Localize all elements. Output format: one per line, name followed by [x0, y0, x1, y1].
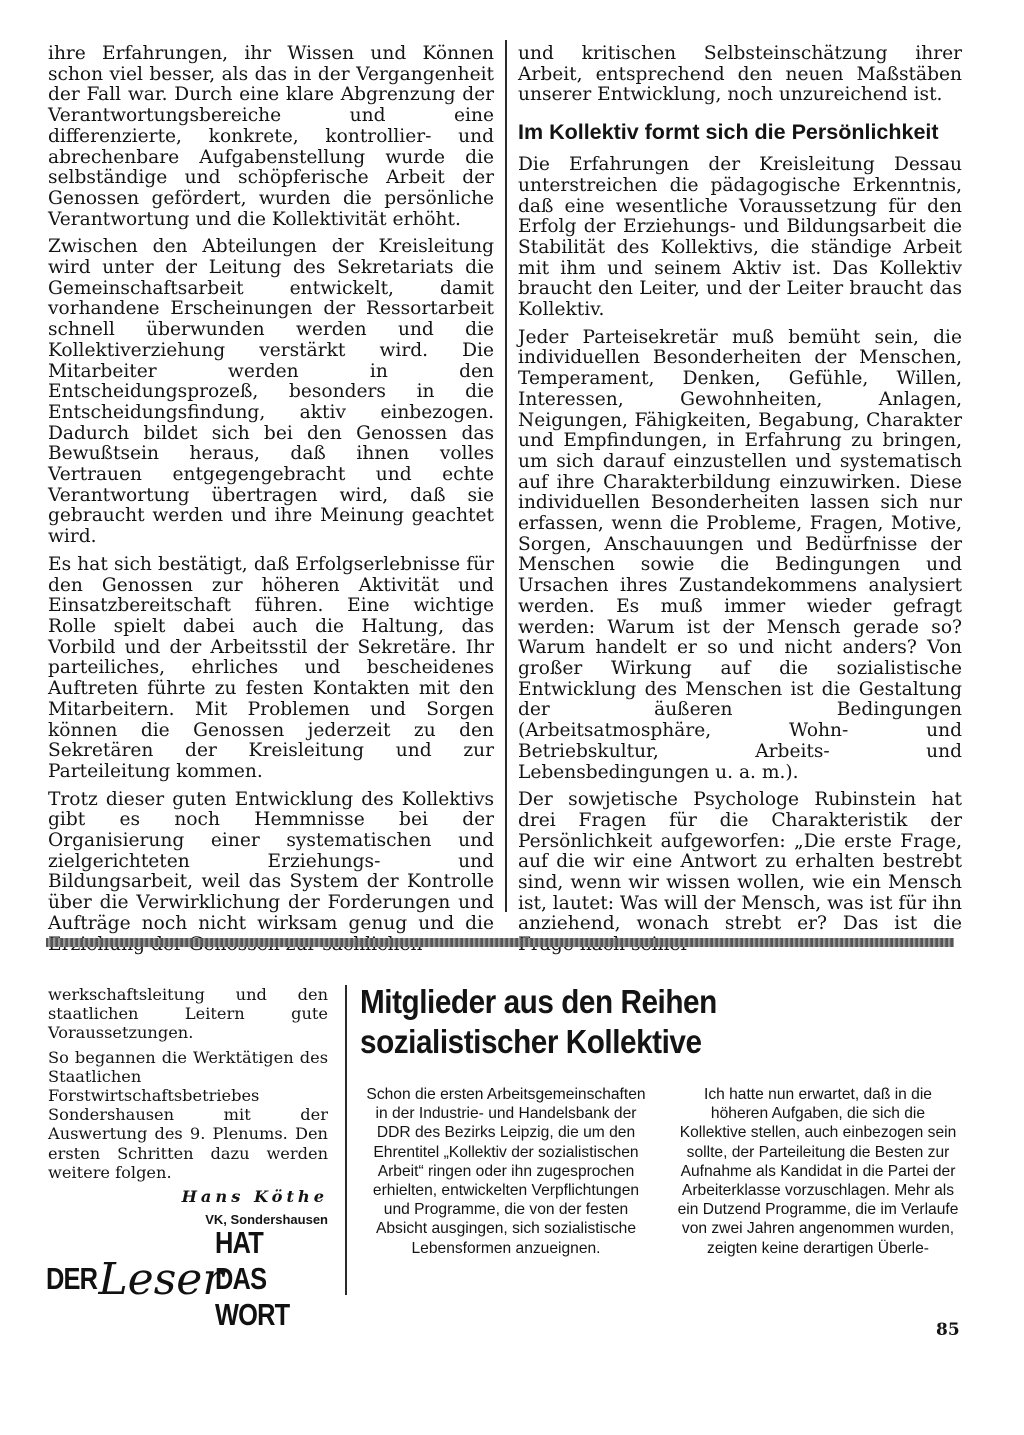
article-text-1: Schon die ersten Arbeitsgemeinschaften in der Industrie- und Handelsbank der DDR des Bezirks Leipzig, die um den Ehrentitel „Kollektiv der sozialistischen Arbeit“ ringen oder ihn zugesprochen erhielten, entwickelten Verpflichtungen und Programme, die von der festen Absicht ausgingen, sich sozialistische Lebensformen anzueignen.	[366, 1086, 646, 1257]
left-paragraph-1: ihre Erfahrungen, ihr Wissen und Können schon viel besser, als das in der Vergangenheit der Fall war. Durch eine klare Abgrenzung der Verantwortungsbereiche und eine differenzierte, konkrete, kontrollier- und abrechenbare Aufgabenstellung wurde die selbständige und schöpferische Arbeit der Genossen gefördert, wurden die persönliche Verantwortung und die Kollektivität erhöht.	[48, 43, 494, 230]
letter-paragraph-1: werkschaftsleitung und den staatlichen Leitern gute Voraussetzungen.	[48, 985, 328, 1043]
section-heading: Im Kollektiv formt sich die Persönlichkeit	[518, 120, 939, 145]
article-title-line-2: sozialistischer Kollektive	[360, 1023, 702, 1060]
article-column-1	[364, 1085, 648, 1258]
left-column	[48, 44, 494, 962]
right-paragraph-1: Die Erfahrungen der Kreisleitung Dessau unterstreichen die pädagogische Erkenntnis, daß eine wesentliche Voraussetzung für den Erfolg der Erziehungs- und Bildungsarbeit die Stabilität des Kollektivs, die ständige Arbeit mit ihm und seinem Aktiv ist. Das Kollektiv braucht den Leiter, und der Leiter braucht das Kollektiv.	[518, 154, 962, 321]
letter-affiliation: VK, Sondershausen	[205, 1212, 328, 1228]
left-paragraph-3: Es hat sich bestätigt, daß Erfolgserlebnisse für den Genossen zur höheren Aktivität und Einsatzbereitschaft führen. Eine wichtige Rolle spielt dabei auch die Haltung, das Vorbild und der Arbeitsstil der Sekretäre. Ihr parteiliches, ehrliches und bescheidenes Auftreten führte zu festen Kontakten mit den Mitarbeitern. Mit Problemen und Sorgen können die Genossen jederzeit zu den Sekretären der Kreisleitung und zur Parteileitung kommen.	[48, 553, 494, 782]
column-divider	[505, 40, 507, 912]
rubric-logo	[46, 1225, 328, 1332]
page-number: 85	[936, 1320, 960, 1340]
left-paragraph-4: Trotz dieser guten Entwicklung des Kollektivs gibt es noch Hemmnisse bei der Organisierung einer systematischen und zielgerichteten Erziehungs- und Bildungsarbeit, weil das System der Kontrolle über die Verwirklichung der Forderungen und Aufträge noch nicht wirksam genug und die	[48, 788, 494, 934]
article-text-2: Ich hatte nun erwartet, daß in die höheren Aufgaben, die sich die Kollektive stellen, auch einbezogen sein sollte, der Parteileitung die Besten zur Aufnahme als Kandidat in die Partei der Arbeiterklasse vorzuschlagen. Mehr als ein Dutzend Programme, die im Verlaufe von zwei Jahren angenommen wurden, zeigten keine derartigen Überle-	[677, 1086, 959, 1257]
left-paragraph-2: Zwischen den Abteilungen der Kreisleitung wird unter der Leitung des Sekretariats die Gemeinschaftsarbeit entwickelt, damit vorhandene Erscheinungen der Ressortarbeit schnell überwunden werden und die Kollektiverziehung verstärkt wird. Die Mitarbeiter werden in den Entscheidungsprozeß, besonders in die Entscheidungsfindung, aktiv einbezogen. Dadurch bildet sich bei den Genossen das Bewußtsein heraus, daß ihnen volles Vertrauen entgegengebracht und echte Verantwortung übertragen wird, daß sie gebraucht werden und ihre Meinung geachtet wird.	[48, 236, 494, 548]
right-paragraph-3: Der sowjetische Psychologe Rubinstein hat drei Fragen für die Charakteristik der Persönlichkeit aufgeworfen: „Die erste Frage, auf die wir eine Antwort zu erhalten bestrebt sind, wenn wir wissen wollen, wie ein Mensch ist, lautet: Was will der Mensch, was ist für ihn anziehend, wonach strebt er? Das ist die	[518, 789, 962, 935]
right-column	[518, 44, 962, 963]
rubric-word-der: DER	[46, 1261, 98, 1296]
letter-author: Hans Köthe	[181, 1187, 328, 1207]
article-column-2	[676, 1085, 960, 1258]
reader-letter	[48, 985, 328, 1229]
article-title	[360, 982, 900, 1062]
article-title-line-1: Mitglieder aus den Reihen	[360, 983, 717, 1020]
right-paragraph-2: Jeder Parteisekretär muß bemüht sein, die individuellen Besonderheiten der Menschen, Temperament, Denken, Gefühle, Willen, Interessen, Gewohnheiten, Anlagen, Neigungen, Fähigkeiten, Begabung, Charakter und Empfindungen, in Erfahrung zu bringen, um sich darauf einzustellen und systematisch auf ihre Charakterbildung einzuwirken. Diese individuellen Besonderheiten lassen sich nur erfassen, wenn die Probleme, Fragen, Motive, Sorgen, Anschauungen und Bedürfnisse der Menschen sowie die Bedingungen und Ursachen ihres Zustandekommens analysiert werden. Es muß immer wieder gefragt werden: Warum ist der Mensch gerade so? Warum handelt er so und nicht anders? Von großer Wirkung auf die sozialistische Entwicklung des Menschen ist die Gestaltung der äußeren Bedingungen (Arbeitsatmosphäre, Wohn- und Betriebskultur, Arbeits- und Lebensbedingungen u. a. m.).	[518, 326, 962, 783]
rubric-word-hat-das-wort: HAT DAS WORT	[215, 1225, 290, 1332]
section-separator-band	[46, 938, 954, 947]
letter-paragraph-2: So begannen die Werktätigen des Staatlichen Forstwirtschaftsbetriebes Sondershausen mit der Auswertung des 9. Plenums. Den ersten Schritten dazu werden weitere folgen.	[48, 1047, 328, 1182]
rubric-script-leser: Leser	[98, 1253, 224, 1305]
right-intro: und kritischen Selbsteinschätzung ihrer Arbeit, entsprechend den neuen Maßstäben unserer Entwicklung, noch unzureichend ist.	[518, 43, 962, 106]
bottom-column-divider	[345, 985, 347, 1295]
